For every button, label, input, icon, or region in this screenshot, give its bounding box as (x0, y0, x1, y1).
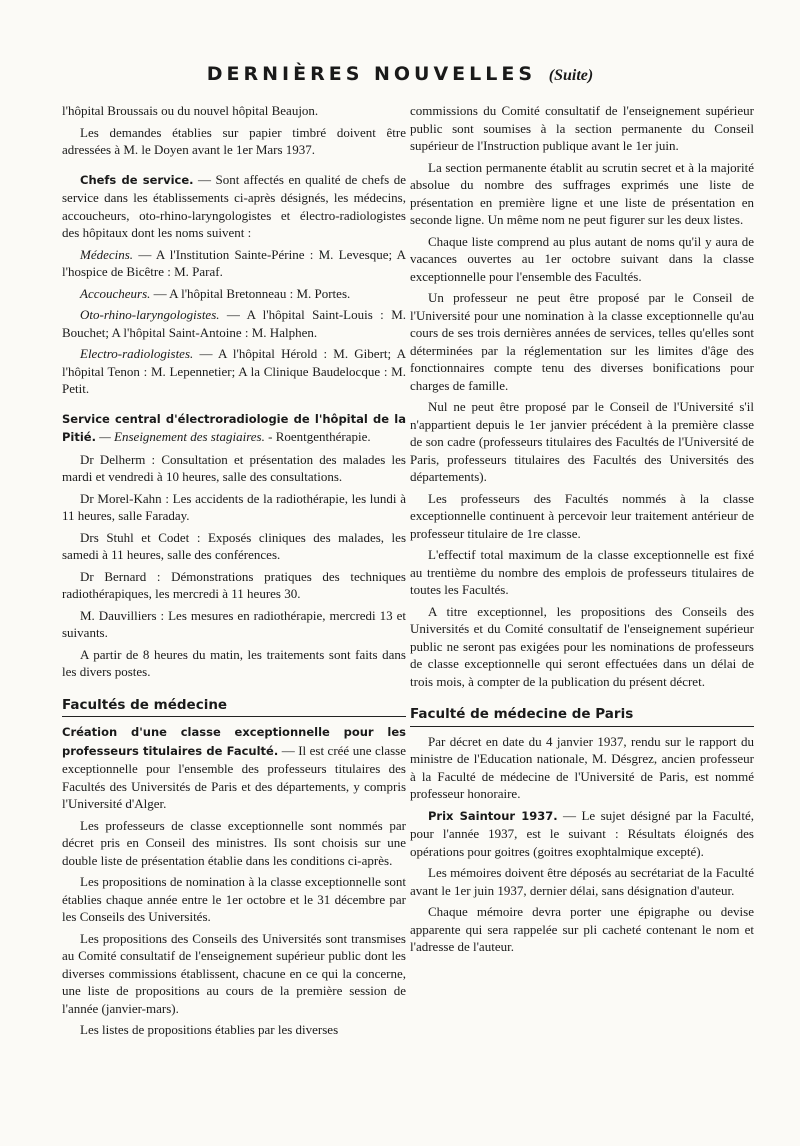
paragraph-text: — Le sujet désigné par la Faculté, pour l'année 1937, est le suivant : Résultats éloignés des opérations pour goitres (goitres exophtalmique excepté). (410, 807, 754, 859)
paragraph-lead: Prix Saintour 1937. (428, 808, 558, 823)
paragraph (62, 410, 406, 447)
paragraph: M. Dauvilliers : Les mesures en radiothérapie, mercredi 13 et suivants. (62, 607, 406, 640)
right-column (410, 102, 754, 960)
paragraph: Un professeur ne peut être proposé par le Conseil de l'Université pour une nomination à la classe exceptionnelle qu'au cours de ses trois dernières années de services, telles qu'elles sont déterminées par la réglementation sur les limites d'âge des fonctionnaires compte tenu des diverses bonifications pour charges de famille. (410, 290, 754, 393)
paragraph-lead: Service central d'électroradiologie de l'hôpital de la Pitié. (62, 411, 406, 444)
paragraph: l'hôpital Broussais ou du nouvel hôpital Beaujon. (62, 103, 319, 118)
paragraph: Dr Bernard : Démonstrations pratiques des techniques radiothérapiques, les mercredi à 11 heures 30. (62, 568, 406, 601)
paragraph: L'effectif total maximum de la classe exceptionnelle est fixé au trentième du nombre des emplois de professeurs titulaires de toutes les Facultés. (410, 547, 754, 597)
paragraph: Les demandes établies sur papier timbré doivent être adressées à M. le Doyen avant le 1er Mars 1937. (62, 124, 406, 157)
paragraph (62, 246, 406, 281)
paragraph: Les professeurs de classe exceptionnelle sont nommés par décret pris en Conseil des ministres. Ils sont choisis sur une double liste de présentation établie dans les conditions ci-après. (62, 817, 406, 868)
paragraph (62, 345, 406, 398)
paragraph: Drs Stuhl et Codet : Exposés cliniques des malades, les samedi à 11 heures, salle des conférences. (62, 529, 406, 562)
section-heading: Faculté de médecine de Paris (410, 706, 754, 727)
paragraph-text: — A l'hôpital Bretonneau : M. Portes. (153, 285, 351, 301)
section-heading: Facultés de médecine (62, 697, 406, 718)
paragraph-lead: Accoucheurs. (80, 285, 151, 301)
paragraph-lead: Electro-radiologistes. (80, 346, 194, 361)
paragraph: A partir de 8 heures du matin, les traitements sont faits dans les divers postes. (62, 646, 406, 679)
paragraph: Les propositions des Conseils des Universités sont transmises au Comité consultatif de l'enseignement supérieur public dont les diverses commissions établissent, chacune en ce qui la concerne, une liste de propositions au cours de la première session de l'année (janvier-mars). (62, 930, 406, 1016)
paragraph-text: — A l'hôpital Hérold : M. Gibert; A l'hôpital Tenon : M. Lepennetier; A la Clinique Baudelocque : M. Petit. (62, 346, 407, 396)
paragraph-text: — A l'Institution Sainte-Périne : M. Levesque; A l'hospice de Bicêtre : M. Paraf. (62, 246, 407, 279)
paragraph: Par décret en date du 4 janvier 1937, rendu sur le rapport du ministre de l'Education nationale, M. Désgrez, ancien professeur à la Faculté de médecine de l'Université de Paris, est nommé professeur honoraire. (410, 733, 754, 801)
paragraph: Les listes de propositions établies par les diverses (80, 1022, 339, 1037)
paragraph (62, 306, 406, 341)
paragraph (62, 285, 406, 303)
paragraph-subtitle: — Enseignement des stagiaires. (99, 429, 265, 444)
paragraph (410, 807, 754, 861)
left-column (62, 102, 406, 1043)
paragraph-lead: Création d'une classe exceptionnelle pour les professeurs titulaires de Faculté. (62, 725, 406, 758)
paragraph-text: — A l'hôpital Saint-Louis : M. Bouchet; A l'hôpital Saint-Antoine : M. Halphen. (62, 307, 406, 340)
paragraph (62, 171, 406, 242)
paragraph-text: — Sont affectés en qualité de chefs de service dans les établissements ci-après désignés, les médecins, accoucheurs, oto-rhino-laryngologistes et électro-radiologistes des hôpitaux dont les noms suivent : (62, 171, 406, 240)
paragraph (62, 723, 406, 813)
paragraph: Les mémoires doivent être déposés au secrétariat de la Faculté avant le 1er juin 1937, dernier délai, sans désignation d'auteur. (410, 865, 754, 898)
paragraph: Les propositions de nomination à la classe exceptionnelle sont établies chaque année entre le 1er octobre et le 31 décembre par les Conseils des Universités. (62, 874, 406, 924)
paragraph: La section permanente établit au scrutin secret et à la majorité absolue du nombre des suffrages exprimés une liste de présentation en première ligne et une liste de présentation en seconde ligne. Un même nom ne peut figurer sur les deux listes. (410, 159, 754, 227)
paragraph: Chaque mémoire devra porter une épigraphe ou devise apparente qui sera rappelée sur pli cacheté contenant le nom et l'adresse de l'auteur. (410, 904, 754, 954)
paragraph: Chaque liste comprend au plus autant de noms qu'il y aura de vacances ouvertes au 1er octobre suivant dans la classe exceptionnelle pour l'ensemble des Facultés. (410, 233, 754, 284)
paragraph-text: — Il est créé une classe exceptionnelle pour l'ensemble des professeurs titulaires des Facultés des Universités de Paris et des départements, y compris l'Université d'Alger. (62, 742, 406, 811)
paragraph: Nul ne peut être proposé par le Conseil de l'Université s'il n'appartient depuis le 1er janvier précédent à la première classe de son cadre (professeurs titulaires des Facultés de l'Université de Paris, professeurs titulaires des Facultés des Universités des départements). (410, 399, 754, 484)
paragraph: Dr Delherm : Consultation et présentation des malades les mardi et vendredi à 10 heures, salle des consultations. (62, 451, 406, 484)
header-title: DERNIÈRES NOUVELLES (206, 63, 537, 85)
page-header (0, 62, 800, 88)
header-suite: (Suite) (548, 67, 594, 84)
paragraph: A titre exceptionnel, les propositions des Conseils des Universités et du Comité consultatif de l'enseignement supérieur public ne seront pas exigées pour les nominations de professeurs de classe exceptionnelle qui seront effectuées dans un délai de trois mois, à compter de la publication du présent décret. (410, 603, 754, 689)
paragraph-lead: Oto-rhino-laryngologistes. (80, 307, 220, 322)
paragraph: Les professeurs des Facultés nommés à la classe exceptionnelle continuent à percevoir leur traitement antérieur de professeur titulaire de 1re classe. (410, 490, 754, 541)
paragraph: commissions du Comité consultatif de l'enseignement supérieur public sont soumises à la section permanente du Conseil supérieur de l'Instruction publique avant le 1er juin. (410, 103, 754, 153)
paragraph: Dr Morel-Kahn : Les accidents de la radiothérapie, les lundi à 11 heures, salle Faraday. (62, 490, 406, 523)
paragraph-lead: Chefs de service. (80, 172, 194, 187)
paragraph-lead: Médecins. (80, 246, 134, 262)
paragraph-text: - Roentgenthérapie. (268, 429, 371, 444)
